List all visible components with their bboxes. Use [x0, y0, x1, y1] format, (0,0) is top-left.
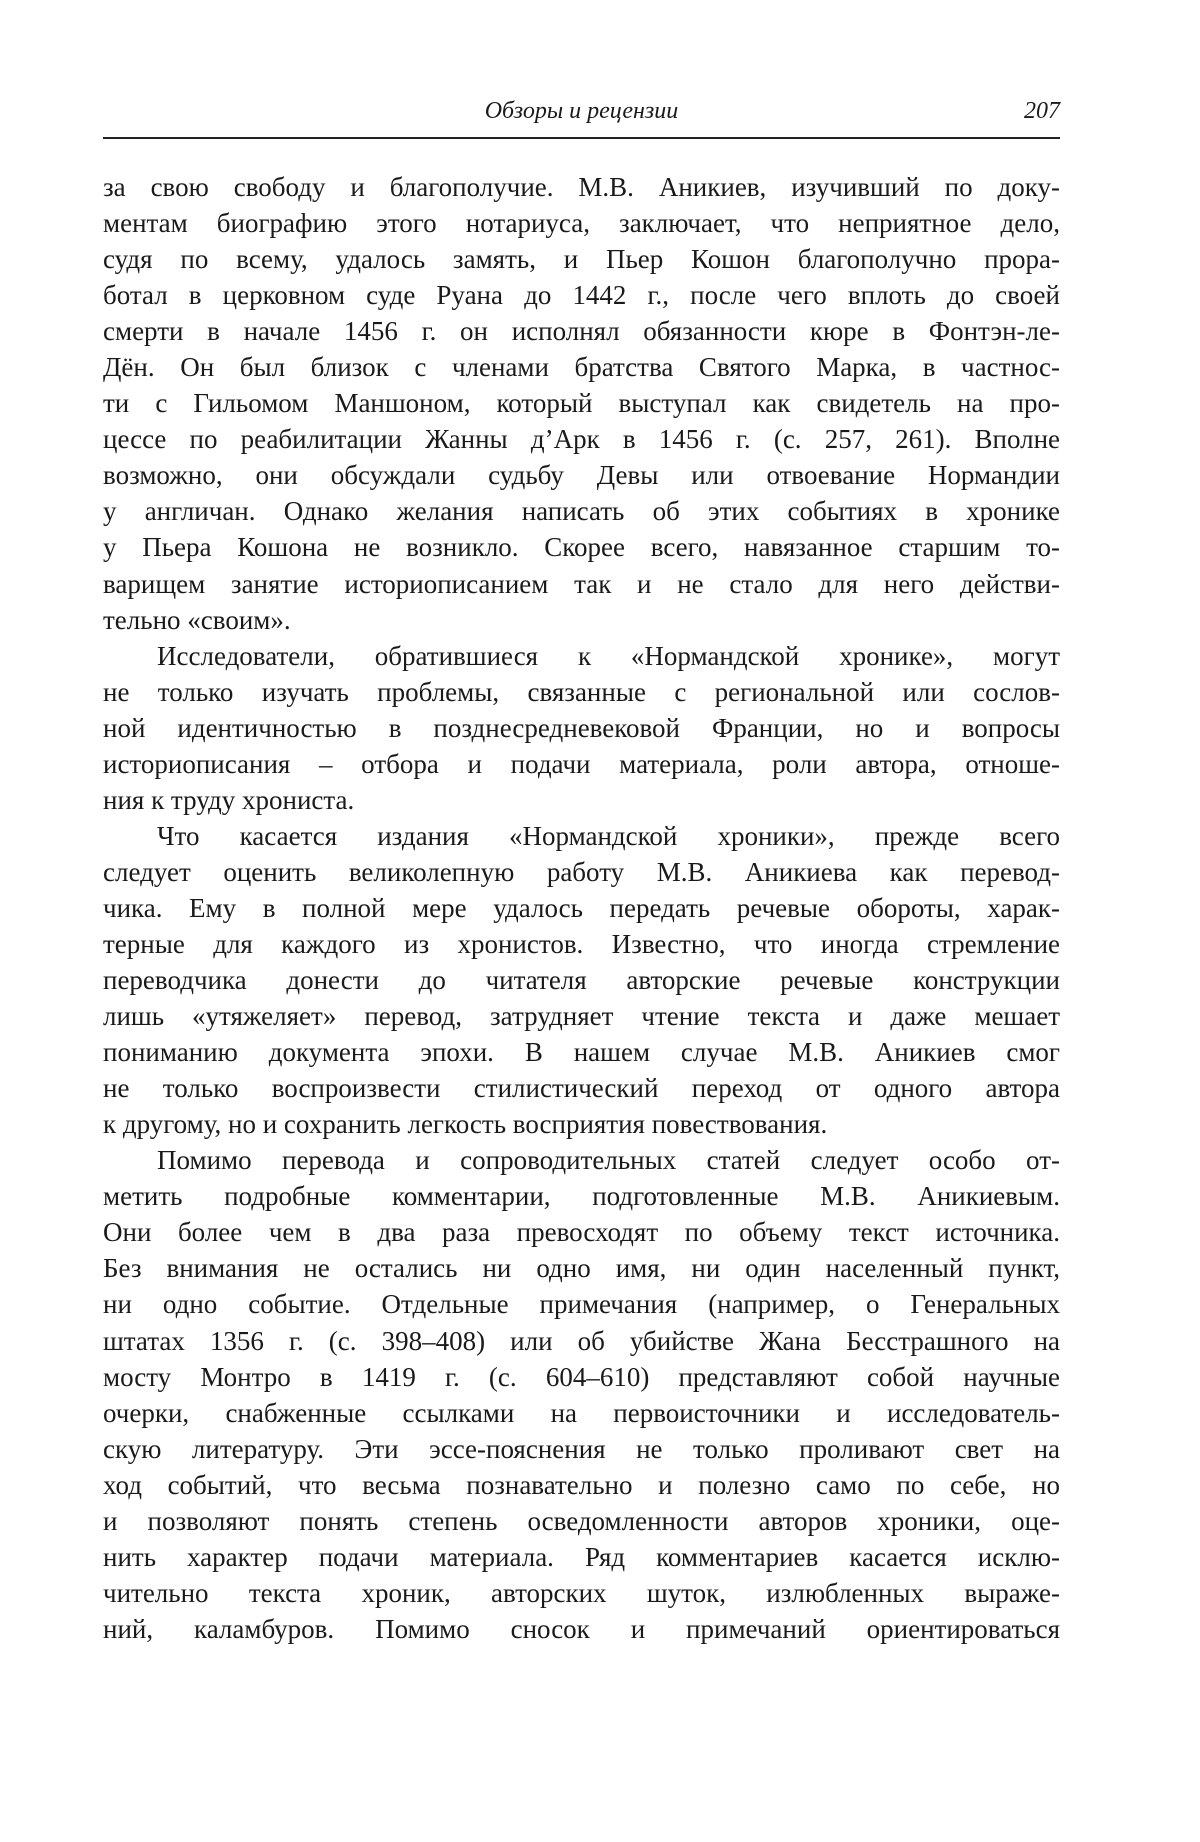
- running-header-title: Обзоры и рецензии: [484, 98, 679, 124]
- text-line: Дён. Он был близок с членами братства Святого Марка, в частнос-: [103, 352, 1060, 383]
- header-rule: [103, 137, 1060, 139]
- text-line: метить подробные комментарии, подготовленные М.В. Аникиевым.: [103, 1181, 1060, 1212]
- text-line: у Пьера Кошона не возникло. Скорее всего, навязанное старшим то-: [103, 532, 1060, 563]
- text-line: ни одно событие. Отдельные примечания (например, о Генеральных: [103, 1289, 1060, 1320]
- text-line: тельно «своим».: [103, 604, 291, 635]
- text-line: очерки, снабженные ссылками на первоисточники и исследователь-: [103, 1397, 1060, 1428]
- text-line: чительно текста хроник, авторских шуток, излюбленных выраже-: [103, 1577, 1060, 1608]
- text-line: Помимо перевода и сопроводительных статей следует особо от-: [157, 1145, 1060, 1176]
- text-line: к другому, но и сохранить легкость восприятия повествования.: [103, 1109, 828, 1140]
- text-line: ботал в церковном суде Руана до 1442 г., после чего вплоть до своей: [103, 280, 1060, 311]
- text-line: ход событий, что весьма познавательно и полезно само по себе, но: [103, 1469, 1060, 1500]
- text-line: Без внимания не остались ни одно имя, ни один населенный пункт,: [103, 1253, 1060, 1284]
- text-line: переводчика донести до читателя авторские речевые конструкции: [103, 965, 1060, 996]
- text-line: пониманию документа эпохи. В нашем случае М.В. Аникиев смог: [103, 1037, 1060, 1068]
- text-line: лишь «утяжеляет» перевод, затрудняет чтение текста и даже мешает: [103, 1001, 1060, 1032]
- text-line: ной идентичностью в позднесредневековой Франции, но и вопросы: [103, 712, 1060, 743]
- text-line: историописания – отбора и подачи материала, роли автора, отноше-: [103, 748, 1060, 779]
- body-text: [103, 169, 1060, 1647]
- text-line: Они более чем в два раза превосходят по объему текст источника.: [103, 1217, 1060, 1248]
- text-line: и позволяют понять степень осведомленности авторов хроники, оце-: [103, 1505, 1060, 1536]
- text-line: не только изучать проблемы, связанные с региональной или сослов-: [103, 676, 1060, 707]
- text-line: возможно, они обсуждали судьбу Девы или отвоевание Нормандии: [103, 460, 1060, 491]
- text-line: не только воспроизвести стилистический переход от одного автора: [103, 1073, 1060, 1104]
- text-line: ния к труду хрониста.: [103, 784, 355, 815]
- page-number: 207: [1024, 98, 1060, 124]
- text-line: штатах 1356 г. (с. 398–408) или об убийстве Жана Бесстрашного на: [103, 1325, 1060, 1356]
- text-line: терные для каждого из хронистов. Известно, что иногда стремление: [103, 928, 1060, 959]
- text-line: судя по всему, удалось замять, и Пьер Кошон благополучно прора-: [103, 244, 1060, 275]
- text-line: скую литературу. Эти эссе-пояснения не только проливают свет на: [103, 1433, 1060, 1464]
- text-line: Что касается издания «Нормандской хроники», прежде всего: [157, 820, 1060, 851]
- text-line: ний, каламбуров. Помимо сносок и примечаний ориентироваться: [103, 1613, 1060, 1644]
- text-line: мосту Монтро в 1419 г. (с. 604–610) представляют собой научные: [103, 1361, 1060, 1392]
- text-line: ти с Гильомом Маншоном, который выступал как свидетель на про-: [103, 388, 1060, 419]
- text-line: варищем занятие историописанием так и не стало для него действи-: [103, 568, 1060, 599]
- text-line: ментам биографию этого нотариуса, заключает, что неприятное дело,: [103, 208, 1060, 239]
- text-line: цессе по реабилитации Жанны д’Арк в 1456 г. (с. 257, 261). Вполне: [103, 424, 1060, 455]
- text-line: у англичан. Однако желания написать об этих событиях в хронике: [103, 496, 1060, 527]
- running-header: [103, 98, 1060, 130]
- text-line: смерти в начале 1456 г. он исполнял обязанности кюре в Фонтэн-ле-: [103, 316, 1060, 347]
- text-line: нить характер подачи материала. Ряд комментариев касается исклю-: [103, 1541, 1060, 1572]
- text-line: чика. Ему в полной мере удалось передать речевые обороты, харак-: [103, 892, 1060, 923]
- text-line: за свою свободу и благополучие. М.В. Аникиев, изучивший по доку-: [103, 172, 1060, 202]
- text-line: следует оценить великолепную работу М.В. Аникиева как перевод-: [103, 856, 1060, 887]
- text-line: Исследователи, обратившиеся к «Нормандской хронике», могут: [157, 640, 1060, 671]
